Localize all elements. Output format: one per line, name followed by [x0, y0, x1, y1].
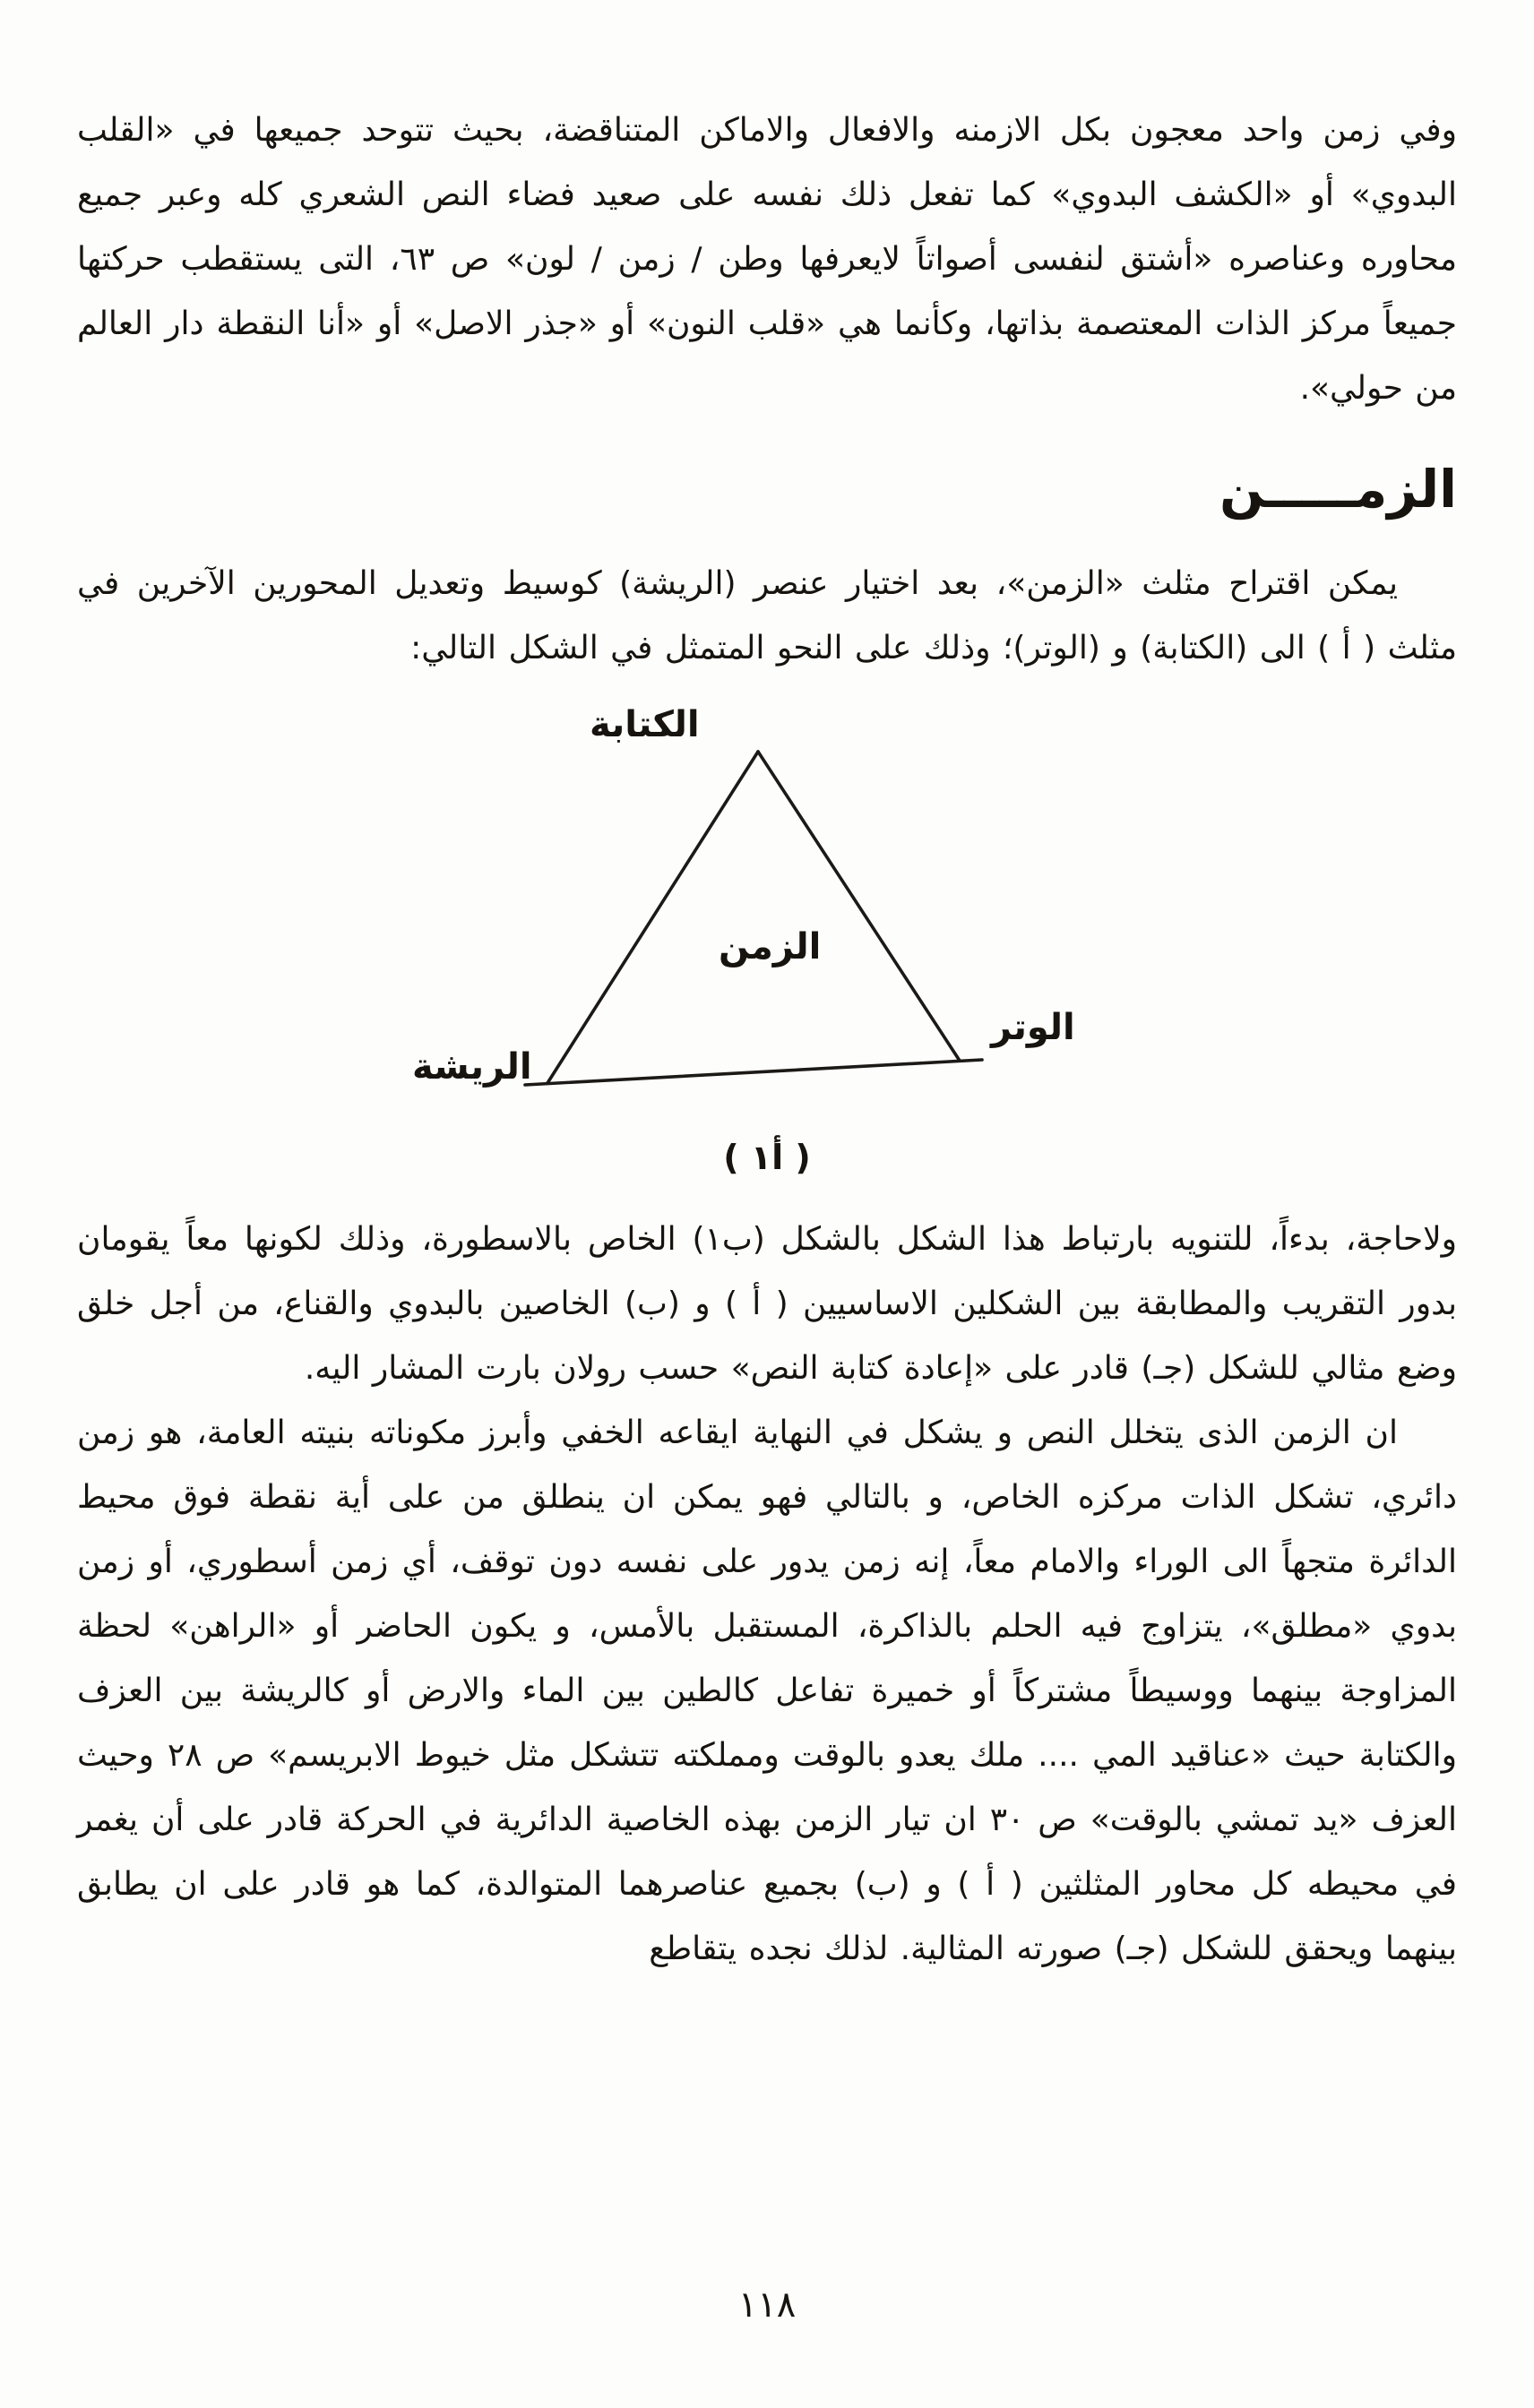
paragraph-time-nature: ان الزمن الذى يتخلل النص و يشكل في النهاية ايقاعه الخفي وأبرز مكوناته بنيته العامة، هو زمن دائري، تشكل الذات مركزه الخاص، و بالتالي فهو يمكن ان ينطلق من على أية نقطة فوق محيط الدائرة متجهاً الى الوراء والامام معاً، إنه زمن يدور على نفسه دون توقف، أي زمن أسطوري، أو زمن بدوي «مطلق»، يتزاوج فيه الحلم بالذاكرة، المستقبل بالأمس، و يكون الحاضر أو «الراهن» لحظة المزاوجة بينهما ووسيطاً مشتركاً أو خميرة تفاعل كالطين بين الماء والارض أو كالريشة بين العزف والكتابة حيث «عناقيد المي .... ملك يعدو بالوقت ومملكته تتشكل مثل خيوط الابريسم» ص ٢٨ وحيث العزف «يد تمشي بالوقت» ص ٣٠ ان تيار الزمن بهذه الخاصية الدائرية في الحركة قادر على أن يغمر في محيطه كل محاور المثلثين ( أ ) و (ب) بجميع عناصرهما المتوالدة، كما هو قادر على ان يطابق بينهما ويحقق للشكل (جـ) صورته المثالية. لذلك نجده يتقاطع — [77, 1415, 1458, 1967]
diagram-label-time: الزمن — [719, 926, 822, 968]
diagram-label-writing: الكتابة — [590, 704, 700, 745]
page-content — [77, 99, 1457, 1982]
section-heading-time: الزمـــــن — [1219, 459, 1457, 520]
paragraph-proposal: يمكن اقتراح مثلث «الزمن»، بعد اختيار عنصر (الريشة) كوسيط وتعديل المحورين الآخرين في مثلث ( أ ) الى (الكتابة) و (الوتر)؛ وذلك على النحو المتمثل في الشكل التالي: — [77, 565, 1457, 666]
triangle-diagram — [364, 702, 1170, 1193]
diagram-label-chord: الوتر — [991, 1007, 1075, 1048]
diagram-label-quill: الريشة — [412, 1046, 532, 1088]
diagram-caption: ( أ١ ) — [723, 1138, 811, 1177]
paragraph-linkage: ولاحاجة، بدءاً، للتنويه بارتباط هذا الشكل بالشكل (ب١) الخاص بالاسطورة، وذلك لكونها معاً يقومان بدور التقريب والمطابقة بين الشكلين الاساسيين ( أ ) و (ب) الخاصين بالبدوي والقناع، من أجل خلق وضع مثالي للشكل (جـ) قادر على «إعادة كتابة النص» حسب رولان بارت المشار اليه. — [77, 1221, 1457, 1387]
page-number: ١١٨ — [737, 2284, 797, 2326]
paragraph-intro: وفي زمن واحد معجون بكل الازمنه والافعال والاماكن المتناقضة، بحيث تتوحد جميعها في «القلب البدوي» أو «الكشف البدوي» كما تفعل ذلك نفسه على صعيد فضاء النص الشعري كله وعبر جميع محاوره وعناصره «أشتق لنفسى أصواتاً لايعرفها وطن / زمن / لون» ص ٦٣، التى يستقطب حركتها جميعاً مركز الذات المعتصمة بذاتها، وكأنما هي «قلب النون» أو «جذر الاصل» أو «أنا النقطة دار العالم من حولي». — [77, 112, 1457, 407]
